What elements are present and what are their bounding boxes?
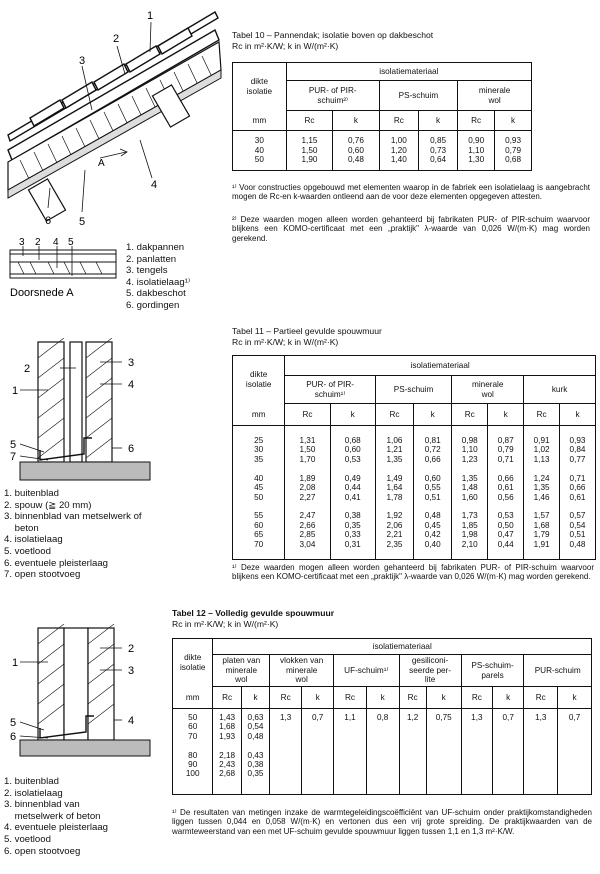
legend-item: 3. binnenblad van metselwerk of — [4, 511, 142, 523]
fig1-label-2: 2 — [113, 33, 120, 45]
rc-header: Rc — [375, 404, 413, 426]
table-cell: 0,7 — [493, 709, 524, 795]
table10-title: Tabel 10 – Pannendak; isolatie boven op dakbeschot Rc in m²·K/W; k in W/(m²·K) — [232, 30, 434, 51]
group-header: isolatiemateriaal — [285, 356, 596, 376]
table-cell: 25 30 35 40 45 50 55 60 65 70 — [233, 426, 285, 560]
cavity-wall-full-drawing — [0, 624, 160, 760]
section-label-4: 4 — [53, 237, 59, 248]
table10-note-1: ¹⁾ Voor constructies opgebouwd met elementen waarop in de fabriek een isolatielaag is aangebracht mogen de Rc-en k-waarden ontleend aan de voor deze elementen opgegeven attesten. — [232, 183, 590, 202]
table-cell: 0,68 0,60 0,53 0,49 0,44 0,41 0,38 0,35 0,33 0,31 — [330, 426, 375, 560]
fig2-label-3: 3 — [128, 357, 135, 369]
table-cell: 0,90 1,10 1,30 — [458, 131, 495, 171]
fig1-section-marker: A — [98, 158, 105, 169]
table11 — [232, 355, 596, 560]
table-cell: 50 60 70 80 90 100 — [173, 709, 213, 795]
unit-cell: mm — [233, 111, 287, 131]
fig1-label-6: 6 — [45, 215, 52, 227]
table10 — [232, 62, 532, 171]
rc-header: Rc — [379, 111, 418, 131]
legend-item: 5. voetlood — [4, 545, 51, 557]
col-header: platen van minerale wol — [213, 655, 270, 687]
fig3-label-4: 4 — [128, 715, 135, 727]
table-cell: 0,63 0,54 0,48 0,43 0,38 0,35 — [241, 709, 269, 795]
legend-partial-wall — [4, 488, 142, 581]
col-header: PS-schuim — [375, 376, 451, 404]
group-header: isolatiemateriaal — [286, 63, 531, 81]
fig1-label-3: 3 — [79, 55, 86, 67]
table-cell: 1,15 1,50 1,90 — [286, 131, 332, 171]
fig3-label-2: 2 — [128, 643, 135, 655]
col-header: PS-schuim — [379, 81, 458, 111]
legend-item: 6. open stootvoeg — [4, 845, 81, 857]
table-cell: 1,3 — [524, 709, 558, 795]
legend-item: 1. buitenblad — [4, 488, 59, 499]
table-cell: 1,2 — [399, 709, 426, 795]
rc-header: Rc — [452, 404, 488, 426]
table-cell: 0,93 0,79 0,68 — [495, 131, 532, 171]
fig3-label-5: 5 — [10, 717, 17, 729]
col-header: minerale wol — [452, 376, 524, 404]
table12 — [172, 638, 592, 795]
table-cell: 0,93 0,84 0,77 0,71 0,66 0,61 0,57 0,54 0,51 0,48 — [560, 426, 596, 560]
section-title: Doorsnede A — [10, 287, 74, 299]
legend-item: 2. spouw (≧ 20 mm) — [4, 499, 92, 511]
legend-item: 3. tengels — [126, 265, 168, 277]
legend-item: 2. isolatielaag — [4, 787, 63, 799]
fig1-label-4: 4 — [151, 179, 158, 191]
unit-cell: mm — [173, 687, 213, 709]
k-header: k — [302, 687, 334, 709]
fig3-label-3: 3 — [128, 665, 135, 677]
legend-item: 1. buitenblad — [4, 776, 59, 787]
legend-item: 4. isolatielaag¹⁾ — [126, 276, 191, 288]
legend-item: beton — [4, 522, 39, 534]
table-cell: 1,06 1,21 1,35 1,49 1,64 1,78 1,92 2,06 2,21 2,35 — [375, 426, 413, 560]
k-header: k — [560, 404, 596, 426]
k-header: k — [333, 111, 379, 131]
k-header: k — [495, 111, 532, 131]
rc-header: Rc — [399, 687, 426, 709]
legend-item: 4. eventuele pleisterlaag — [4, 822, 109, 834]
fig2-label-1: 1 — [12, 385, 19, 397]
rc-header: Rc — [524, 404, 560, 426]
rc-header: Rc — [458, 111, 495, 131]
table-cell: 0,7 — [558, 709, 592, 795]
rc-header: Rc — [213, 687, 241, 709]
legend-item: 2. panlatten — [126, 253, 177, 265]
k-header: k — [414, 404, 452, 426]
fig2-label-5: 5 — [10, 439, 17, 451]
table-cell: 0,85 0,73 0,64 — [418, 131, 457, 171]
table-cell: 0,75 — [426, 709, 461, 795]
table-cell: 1,1 — [334, 709, 367, 795]
legend-full-wall — [4, 776, 108, 857]
table-cell: 0,98 1,10 1,23 1,35 1,48 1,60 1,73 1,85 1,98 2,10 — [452, 426, 488, 560]
legend-item: 4. isolatielaag — [4, 534, 63, 546]
table-cell: 0,8 — [366, 709, 399, 795]
col-header: kurk — [524, 376, 596, 404]
unit-cell: mm — [233, 404, 285, 426]
fig2-label-2: 2 — [24, 363, 31, 375]
table-cell: 1,00 1,20 1,40 — [379, 131, 418, 171]
roof-section-drawing — [0, 0, 225, 232]
legend-item: 3. binnenblad van — [4, 799, 80, 811]
col-header: gesiliconi- seerde per- lite — [399, 655, 461, 687]
k-header: k — [488, 404, 524, 426]
table11-title: Tabel 11 – Partieel gevulde spouwmuur Rc in m²·K/W; k in W/(m²·K) — [232, 326, 382, 347]
section-label-3: 3 — [19, 237, 25, 248]
col-header: UF-schuim¹⁾ — [334, 655, 399, 687]
table-cell: 0,76 0,60 0,48 — [333, 131, 379, 171]
table-cell: 1,43 1,68 1,93 2,18 2,43 2,68 — [213, 709, 241, 795]
legend-item: 7. open stootvoeg — [4, 569, 81, 581]
row-header: dikte isolatie — [233, 356, 285, 404]
group-header: isolatiemateriaal — [213, 639, 592, 655]
k-header: k — [366, 687, 399, 709]
k-header: k — [418, 111, 457, 131]
col-header: vlokken van minerale wol — [270, 655, 334, 687]
section-label-5: 5 — [68, 237, 74, 248]
rc-header: Rc — [270, 687, 302, 709]
fig2-label-7: 7 — [10, 451, 17, 463]
col-header: PUR- of PIR- schuim¹⁾ — [285, 376, 376, 404]
k-header: k — [493, 687, 524, 709]
rc-header: Rc — [285, 404, 330, 426]
col-header: minerale wol — [458, 81, 532, 111]
fig1-label-5: 5 — [79, 216, 86, 228]
section-label-2: 2 — [35, 237, 41, 248]
section-a-drawing — [8, 234, 118, 300]
col-header: PUR-schuim — [524, 655, 592, 687]
table12-title: Tabel 12 – Volledig gevulde spouwmuur Rc in m²·K/W; k in W/(m²·K) — [172, 608, 335, 629]
table-cell: 0,87 0,79 0,71 0,66 0,61 0,56 0,53 0,50 0,47 0,44 — [488, 426, 524, 560]
k-header: k — [426, 687, 461, 709]
rc-header: Rc — [461, 687, 492, 709]
table-cell: 1,3 — [461, 709, 492, 795]
table-cell: 30 40 50 — [233, 131, 287, 171]
table-cell: 0,7 — [302, 709, 334, 795]
table-cell: 0,91 1,02 1,13 1,24 1,35 1,46 1,57 1,68 1,79 1,91 — [524, 426, 560, 560]
row-header: dikte isolatie — [173, 639, 213, 687]
legend-item: 6. eventuele pleisterlaag — [4, 557, 109, 569]
fig3-label-6: 6 — [10, 731, 17, 743]
k-header: k — [558, 687, 592, 709]
table-cell: 1,31 1,50 1,70 1,89 2,08 2,27 2,47 2,66 2,85 3,04 — [285, 426, 330, 560]
k-header: k — [241, 687, 269, 709]
table12-note-1: ¹⁾ De resultaten van metingen inzake de warmtegeleidingscoëfficiënt van UF-schuim onder praktijkomstandigheden liggen tussen 0,044 en 0,058 W/(m·K) en vertonen dus een vrij grote spreiding. De praktijkwaarden van de warmteweerstand van een met UF-schuim gevulde spouwmuur liggen tussen 1,1 en 1,3 m²·K/W. — [172, 808, 592, 836]
row-header: dikte isolatie — [233, 63, 287, 111]
fig2-label-4: 4 — [128, 379, 135, 391]
rc-header: Rc — [524, 687, 558, 709]
table10-note-2: ²⁾ Deze waarden mogen alleen worden gehanteerd bij fabrikaten PUR- of PIR-schuim waarvoor blijkens een KOMO-certificaat met een „praktijk" λ-waarde van 0,026 W/(m·K) mag worden gerekend. — [232, 215, 590, 243]
col-header: PUR- of PIR- schuim²⁾ — [286, 81, 379, 111]
table-cell: 1,3 — [270, 709, 302, 795]
legend-item: 6. gordingen — [126, 299, 180, 311]
k-header: k — [330, 404, 375, 426]
legend-item: 1. dakpannen — [126, 242, 185, 253]
rc-header: Rc — [286, 111, 332, 131]
legend-item: 5. voetlood — [4, 833, 51, 845]
cavity-wall-partial-drawing — [0, 338, 160, 488]
legend-item: metselwerk of beton — [4, 810, 101, 822]
fig2-label-6: 6 — [128, 443, 135, 455]
rc-header: Rc — [334, 687, 367, 709]
fig3-label-1: 1 — [12, 657, 19, 669]
col-header: PS-schuim- parels — [461, 655, 524, 687]
fig1-label-1: 1 — [147, 10, 154, 22]
legend-item: 5. dakbeschot — [126, 288, 186, 300]
table11-note-1: ¹⁾ Deze waarden mogen alleen worden gehanteerd bij fabrikaten PUR- of PIR-schuim waarvoor blijkens een KOMO-certificaat met een „praktijk" λ-waarde van 0,026 W/(m·K) mag worden gerekend. — [232, 563, 594, 582]
legend-roof — [126, 242, 190, 312]
table-cell: 0,81 0,72 0,66 0,60 0,55 0,51 0,48 0,45 0,42 0,40 — [414, 426, 452, 560]
